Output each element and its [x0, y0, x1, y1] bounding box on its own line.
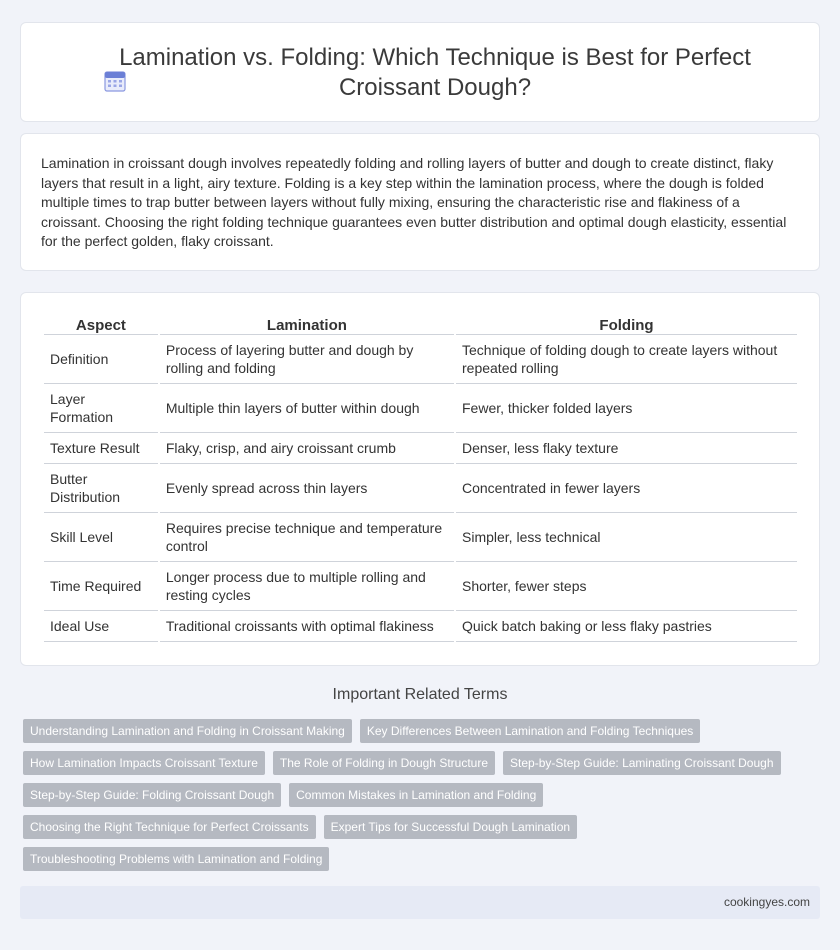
- related-term-tag[interactable]: Troubleshooting Problems with Lamination and Folding: [23, 847, 329, 871]
- related-term-tag[interactable]: Expert Tips for Successful Dough Lamination: [324, 815, 577, 839]
- cell-lamination: Multiple thin layers of butter within dough: [160, 384, 454, 433]
- cell-lamination: Requires precise technique and temperature control: [160, 513, 454, 562]
- cell-lamination: Flaky, crisp, and airy croissant crumb: [160, 433, 454, 464]
- intro-card: [20, 133, 820, 271]
- cell-aspect: Ideal Use: [44, 611, 158, 642]
- intro-paragraph: Lamination in croissant dough involves repeatedly folding and rolling layers of butter and dough to create distinct, flaky layers that result in a light, airy texture. Folding is a key step within the lamination process, where the dough is folded multiple times to trap butter between layers without fully mixing, ensuring the characteristic rise and flakiness of a croissant. Choosing the right folding technique guarantees even butter distribution and optimal dough elasticity, essential for the perfect golden, flaky croissant.: [41, 155, 787, 249]
- cell-aspect: Skill Level: [44, 513, 158, 562]
- related-terms-heading: Important Related Terms: [332, 686, 508, 703]
- cell-aspect: Butter Distribution: [44, 464, 158, 513]
- cell-lamination: Process of layering butter and dough by rolling and folding: [160, 335, 454, 384]
- table-row: [44, 513, 797, 562]
- table-row: [44, 562, 797, 611]
- cell-folding: Concentrated in fewer layers: [456, 464, 797, 513]
- cell-lamination: Longer process due to multiple rolling and resting cycles: [160, 562, 454, 611]
- table-row: [44, 611, 797, 642]
- related-term-tag[interactable]: Step-by-Step Guide: Laminating Croissant Dough: [503, 751, 780, 775]
- comparison-table: [42, 313, 799, 642]
- table-row: [44, 464, 797, 513]
- table-header-row: [44, 313, 797, 335]
- related-term-tag[interactable]: Key Differences Between Lamination and Folding Techniques: [360, 719, 700, 743]
- page-title: Lamination vs. Folding: Which Technique is Best for Perfect Croissant Dough?: [119, 44, 751, 101]
- table-row: [44, 433, 797, 464]
- cell-aspect: Time Required: [44, 562, 158, 611]
- column-header-lamination: Lamination: [160, 313, 454, 335]
- cell-aspect: Texture Result: [44, 433, 158, 464]
- cell-folding: Technique of folding dough to create layers without repeated rolling: [456, 335, 797, 384]
- cell-aspect: Layer Formation: [44, 384, 158, 433]
- related-term-tag[interactable]: Understanding Lamination and Folding in Croissant Making: [23, 719, 352, 743]
- column-header-aspect: Aspect: [44, 313, 158, 335]
- column-header-folding: Folding: [456, 313, 797, 335]
- footer-bar: [20, 886, 820, 919]
- related-terms-list: [23, 719, 813, 879]
- cell-lamination: Evenly spread across thin layers: [160, 464, 454, 513]
- related-term-tag[interactable]: How Lamination Impacts Croissant Texture: [23, 751, 265, 775]
- cell-folding: Shorter, fewer steps: [456, 562, 797, 611]
- related-term-tag[interactable]: The Role of Folding in Dough Structure: [273, 751, 495, 775]
- cell-folding: Quick batch baking or less flaky pastries: [456, 611, 797, 642]
- cell-aspect: Definition: [44, 335, 158, 384]
- header-card: [20, 22, 820, 122]
- table-row: [44, 384, 797, 433]
- cell-folding: Denser, less flaky texture: [456, 433, 797, 464]
- related-term-tag[interactable]: Choosing the Right Technique for Perfect Croissants: [23, 815, 316, 839]
- cell-lamination: Traditional croissants with optimal flakiness: [160, 611, 454, 642]
- related-term-tag[interactable]: Common Mistakes in Lamination and Folding: [289, 783, 543, 807]
- footer-site-link[interactable]: cookingyes.com: [723, 895, 810, 909]
- cell-folding: Fewer, thicker folded layers: [456, 384, 797, 433]
- table-row: [44, 335, 797, 384]
- cell-folding: Simpler, less technical: [456, 513, 797, 562]
- comparison-card: [20, 292, 820, 666]
- related-term-tag[interactable]: Step-by-Step Guide: Folding Croissant Dough: [23, 783, 281, 807]
